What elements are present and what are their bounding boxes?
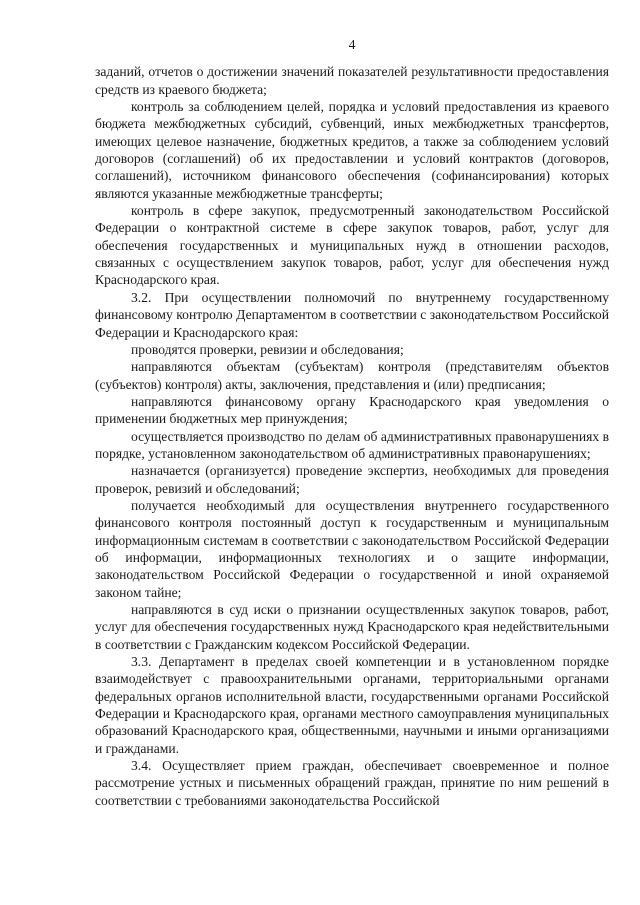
paragraph: 3.3. Департамент в пределах своей компетенции и в установленном порядке взаимодействует с правоохранительными органами, территориальными органами федеральных органов исполнительной власти, государственными органами Российской Федерации и Краснодарского края, органами местного самоуправления муниципальных образований Краснодарского края, общественными, научными и иными организациями и гражданами. [95,654,609,756]
document-page [95,36,609,809]
paragraph: 3.4. Осуществляет прием граждан, обеспечивает своевременное и полное рассмотрение устных и письменных обращений граждан, принятие по ним решений в соответствии с требованиями законодательства Российской [95,758,609,808]
paragraph: 3.2. При осуществлении полномочий по внутреннему государственному финансовому контролю Департаментом в соответствии с законодательством Российской Федерации и Краснодарского края: [95,289,609,340]
paragraph: контроль за соблюдением целей, порядка и условий предоставления из краевого бюджета межбюджетных субсидий, субвенций, иных межбюджетных трансфертов, имеющих целевое назначение, бюджетных кредитов, а также за соблюдением условий договоров (соглашений) об их предоставлении и условий контрактов (договоров, соглашений), источником финансового обеспечения (софинансирования) которых являются указанные межбюджетные трансферты; [95,99,609,201]
paragraph: направляются финансовому органу Краснодарского края уведомления о применении бюджетных мер принуждения; [95,393,609,427]
page-number: 4 [348,37,356,52]
paragraph: контроль в сфере закупок, предусмотренный законодательством Российской Федерации о контрактной системе в сфере закупок товаров, работ, услуг для обеспечения государственных и муниципальных нужд в отношении расходов, связанных с осуществлением закупок товаров, работ, услуг для обеспечения нужд Краснодарского края. [95,203,609,288]
paragraph: направляются в суд иски о признании осуществленных закупок товаров, работ, услуг для обеспечения государственных нужд Краснодарского края недействительными в соответствии с Гражданским кодексом Российской Федерации. [95,602,609,652]
paragraph: проводятся проверки, ревизии и обследования; [131,341,404,357]
paragraph: осуществляется производство по делам об административных правонарушениях в порядке, установленном законодательством об административных правонарушениях; [95,428,609,461]
paragraph: заданий, отчетов о достижении значений показателей результативности предоставления средств из краевого бюджета; [95,64,609,97]
paragraph: направляются объектам (субъектам) контроля (представителям объектов (субъектов) контроля) акты, заключения, представления и (или) предписания; [95,359,609,392]
paragraph: назначается (организуется) проведение экспертиз, необходимых для проведения проверок, ревизий и обследований; [95,463,609,496]
paragraph: получается необходимый для осуществления внутреннего государственного финансового контроля постоянный доступ к государственным и муниципальным информационным системам в соответствии с законодательством Российской Федерации об информации, информационных технологиях и о защите информации, законодательством Российской Федерации о государственной и иной охраняемой законом тайне; [95,497,609,600]
